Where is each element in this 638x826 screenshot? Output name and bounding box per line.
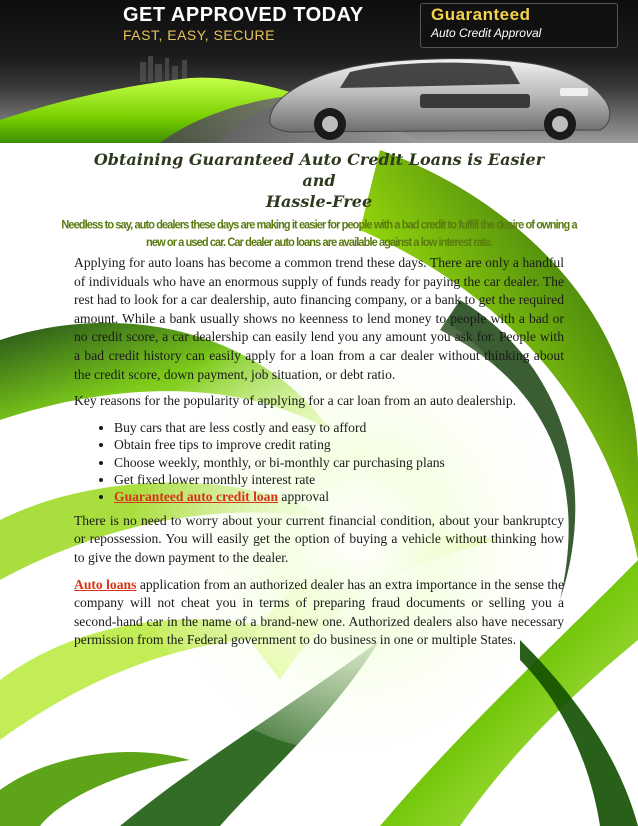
article bbox=[61, 145, 577, 658]
header-banner bbox=[0, 0, 638, 143]
lead-line-2: new or a used car. Car dealer auto loans are available against a low interest rate. bbox=[146, 236, 492, 250]
banner-subtitle: FAST, EASY, SECURE bbox=[123, 27, 275, 43]
logo-main-text: Guaranteed bbox=[431, 5, 531, 24]
lead-paragraph bbox=[56, 217, 582, 252]
auto-loans-link[interactable]: Auto loans bbox=[74, 576, 137, 592]
paragraph-key-reasons: Key reasons for the popularity of applying for a car loan from an auto dealership. bbox=[74, 393, 517, 409]
paragraph-no-worry: There is no need to worry about your current financial condition, about your bankruptcy or repossession. You will easily get the option of buying a vehicle without thinking how to give the down payment to the dealer. bbox=[74, 512, 564, 565]
car-image bbox=[270, 59, 610, 140]
list-item: • Get fixed lower monthly interest rate bbox=[114, 471, 564, 488]
article-headline bbox=[84, 149, 554, 212]
guaranteed-auto-credit-loan-link[interactable]: Guaranteed auto credit loan bbox=[114, 489, 279, 505]
list-item: • Obtain free tips to improve credit rating bbox=[114, 436, 564, 453]
list-item bbox=[114, 488, 564, 505]
list-item-suffix: approval bbox=[278, 489, 329, 505]
paragraph-authorized-dealer bbox=[74, 576, 564, 650]
logo-sub-text: Auto Credit Approval bbox=[431, 26, 542, 40]
lead-line-1: Needless to say, auto dealers these days are making it easier for people with a bad credit to fulfill the desire of owning a bbox=[61, 218, 577, 232]
headline-line-1: Obtaining Guaranteed Auto Credit Loans is Easier and bbox=[93, 150, 545, 190]
headline-line-2: Hassle-Free bbox=[265, 192, 373, 211]
guaranteed-logo bbox=[420, 3, 618, 48]
list-item: • Buy cars that are less costly and easy to afford bbox=[114, 419, 564, 436]
list-item: • Choose weekly, monthly, or bi-monthly car purchasing plans bbox=[114, 454, 564, 471]
paragraph-authorized-dealer-text: application from an authorized dealer has an extra importance in the sense the company will not cheat you in terms of preparing fraud documents or selling you a second-hand car in the name of a brand-new one. Authorized dealers also have necessary permission from the Federal government to do business in one or multiple States. bbox=[74, 576, 564, 648]
banner-title: GET APPROVED TODAY bbox=[123, 4, 364, 26]
reasons-list bbox=[74, 419, 564, 506]
paragraph-intro: Applying for auto loans has become a common trend these days. There are only a handful of individuals who have an enormous supply of funds ready for paying the car dealer. The rest had to look for a car dealership, auto financing company, or a bank to get the required amount. While a bank usually shows no keenness to lend money to people with a bad or no credit score, a car dealership can easily lend you any amount you ask for. People with a bad credit history can easily apply for a loan from a car dealer without thinking about the credit score, down payment, job situation, or debt ratio. bbox=[74, 255, 564, 382]
